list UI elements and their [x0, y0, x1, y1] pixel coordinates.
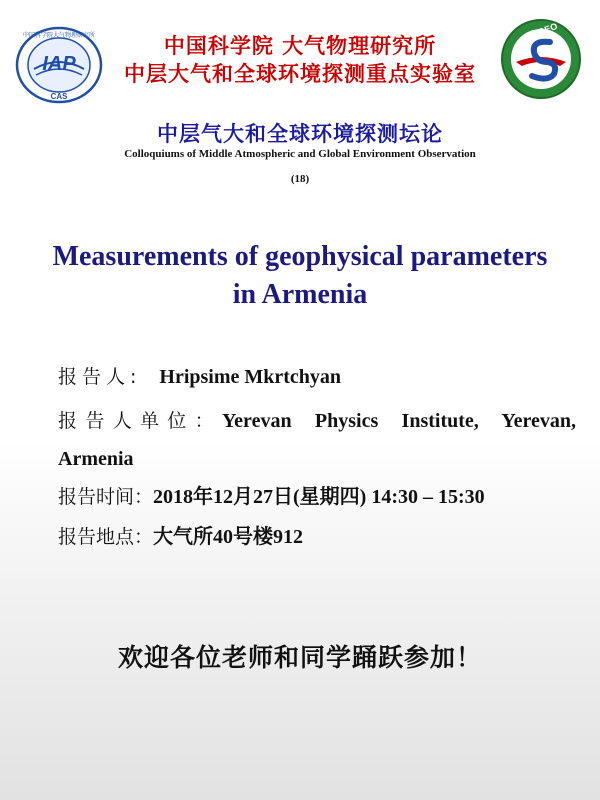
- affiliation-label: 报告人单位：: [58, 410, 222, 432]
- speaker-label: 报告人:: [58, 366, 142, 388]
- lageo-logo-icon: [500, 18, 582, 100]
- speaker-name: Hripsime Mkrtchyan: [159, 366, 342, 388]
- talk-title-line1: Measurements of geophysical parameters: [52, 241, 548, 272]
- speaker-row: [58, 362, 576, 389]
- iap-logo-ring-text: 中国科学院大气物理研究所: [22, 32, 96, 39]
- time-value: 2018年12月27日(星期四) 14:30 – 15:30: [153, 486, 485, 508]
- time-label: 报告时间：: [58, 486, 154, 508]
- lab-name: 中层大气和全球环境探测重点实验室: [124, 62, 476, 86]
- place-label: 报告地点：: [58, 526, 154, 548]
- forum-title-cn: 中层气大和全球环境探测坛论: [157, 122, 443, 146]
- forum-number: (18): [290, 173, 310, 185]
- affiliation-value: Yerevan Physics Institute, Yerevan, Armenia: [58, 410, 576, 470]
- time-row: [58, 480, 576, 509]
- lageo-logo-text: LAGEO: [525, 21, 559, 42]
- forum-title-en: Colloquiums of Middle Atmospheric and Global Environment Observation: [124, 148, 476, 160]
- iap-logo-icon: [14, 25, 104, 105]
- place-value: 大气所40号楼912: [153, 526, 304, 548]
- institute-name: 中国科学院 大气物理研究所: [163, 34, 437, 58]
- place-row: [58, 520, 576, 549]
- affiliation-row: [58, 402, 576, 478]
- welcome-message: 欢迎各位老师和同学踊跃参加！: [117, 643, 482, 672]
- iap-logo-text: IAP: [42, 53, 76, 75]
- talk-title: [20, 238, 580, 314]
- iap-logo-cas-text: CAS: [50, 92, 68, 101]
- talk-title-line2: in Armenia: [232, 279, 368, 310]
